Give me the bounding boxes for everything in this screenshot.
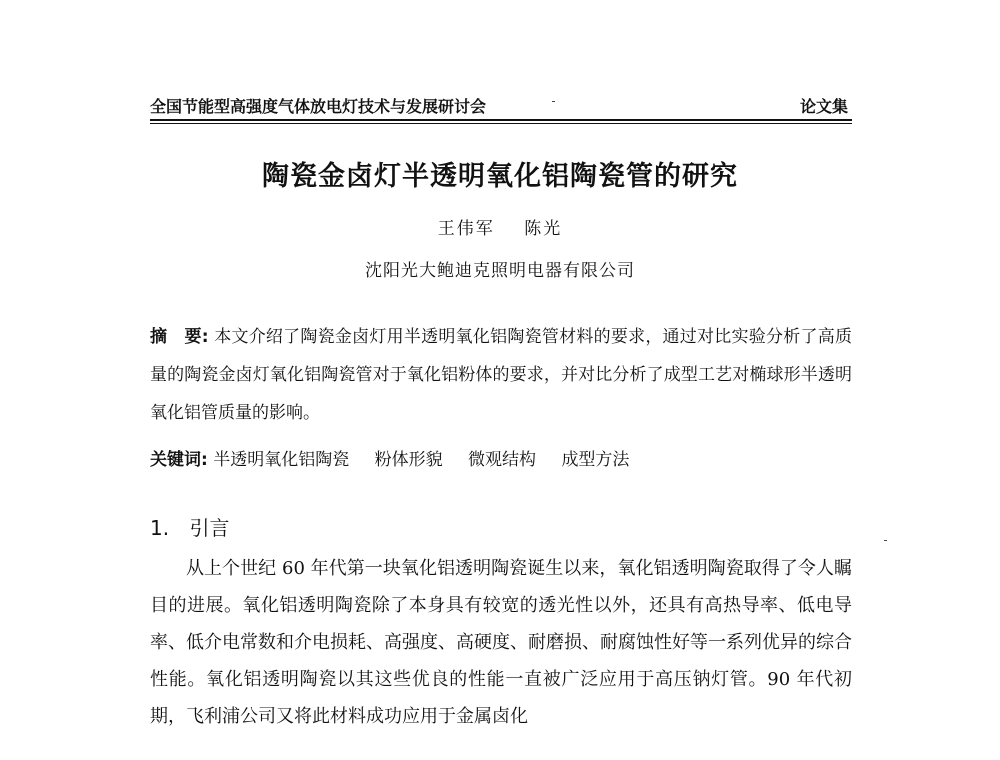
author-name: 王伟军 <box>437 219 495 239</box>
body-paragraph: 从上个世纪 60 年代第一块氧化铝透明陶瓷诞生以来，氧化铝透明陶瓷取得了令人瞩目的进展。氧化铝透明陶瓷除了本身具有较宽的透光性以外，还具有高热导率、低电导率、低介电常数和介电损耗、高强度、高硬度、耐磨损、耐腐蚀性好等一系列优异的综合性能。氧化铝透明陶瓷以其这些优良的性能一直被广泛应用于高压钠灯管。90 年代初期，飞利浦公司又将此材料成功应用于金属卤化 <box>150 558 852 727</box>
keyword: 成型方法 <box>561 450 630 470</box>
scan-speck <box>884 540 887 541</box>
authors <box>0 214 1000 239</box>
abstract <box>150 318 852 432</box>
keywords-label: 关键词: <box>150 450 208 470</box>
affiliation: 沈阳光大鲍迪克照明电器有限公司 <box>365 261 635 281</box>
author-name: 陈光 <box>524 219 563 239</box>
keyword: 半透明氧化铝陶瓷 <box>213 450 350 470</box>
keyword: 粉体形貌 <box>374 450 443 470</box>
section-heading <box>150 512 229 541</box>
header-proceedings: 论文集 <box>799 97 848 116</box>
section-title: 引言 <box>189 516 230 540</box>
keywords <box>150 445 852 470</box>
abstract-label: 摘 要: <box>150 327 209 347</box>
scan-speck <box>552 101 555 102</box>
keyword: 微观结构 <box>468 450 537 470</box>
paper-title: 陶瓷金卤灯半透明氧化铝陶瓷管的研究 <box>262 161 738 192</box>
running-header <box>150 92 852 118</box>
header-rule-thin <box>150 123 852 124</box>
abstract-text: 本文介绍了陶瓷金卤灯用半透明氧化铝陶瓷管材料的要求，通过对比实验分析了高质量的陶瓷金卤灯氧化铝陶瓷管对于氧化铝粉体的要求，并对比分析了成型工艺对椭球形半透明氧化铝管质量的影响。 <box>150 327 853 423</box>
header-rule <box>150 119 852 121</box>
section-number: 1. <box>150 516 170 540</box>
header-conference: 全国节能型高强度气体放电灯技术与发展研讨会 <box>150 97 487 116</box>
